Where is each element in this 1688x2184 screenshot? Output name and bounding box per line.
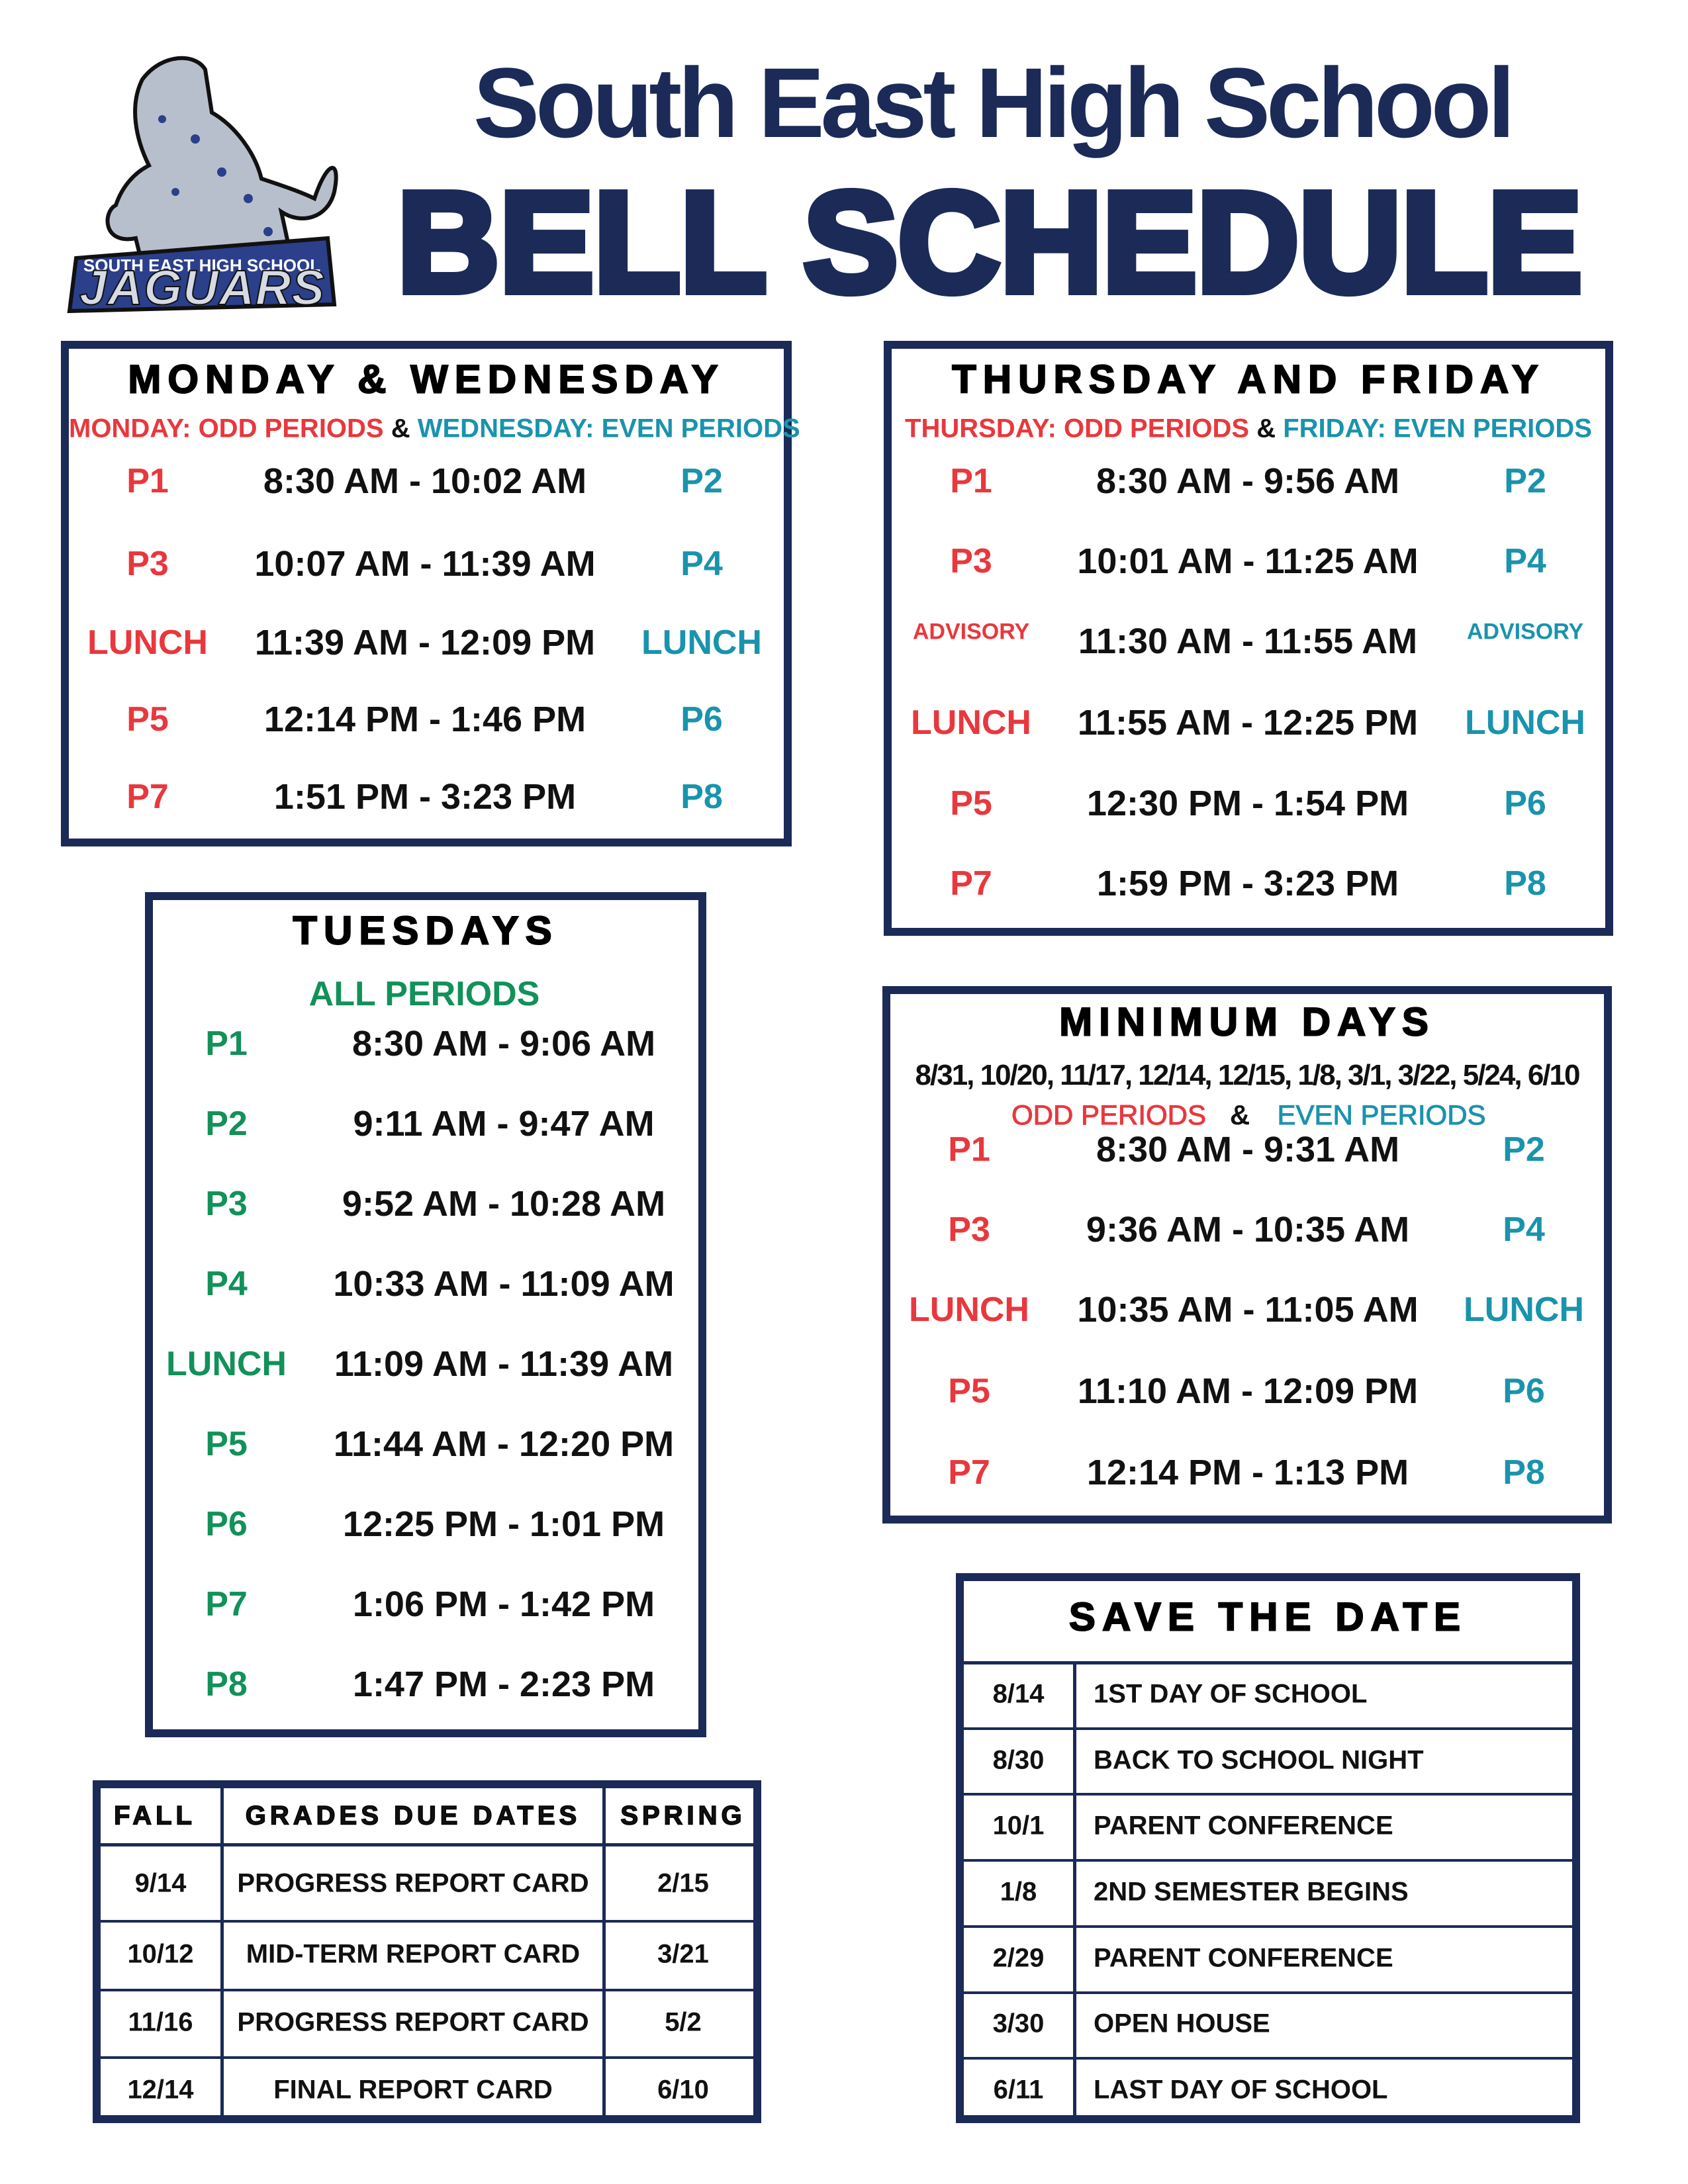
event-name: OPEN HOUSE (1094, 2009, 1270, 2038)
odd-period-label: P3 (126, 545, 169, 583)
time-range: 1:47 PM - 2:23 PM (352, 1664, 655, 1704)
even-period-label: LUNCH (641, 623, 762, 662)
svg-text:JAGUARS: JAGUARS (79, 260, 324, 315)
odd-period-label: P5 (950, 784, 992, 823)
even-period-label: P6 (1504, 784, 1546, 823)
section-title: SAVE THE DATE (1068, 1594, 1468, 1639)
time-range: 11:55 AM - 12:25 PM (1077, 703, 1419, 743)
minimum-days-schedule (882, 986, 1612, 1524)
svg-text:SOUTH EAST HIGH SCHOOL: SOUTH EAST HIGH SCHOOL (83, 255, 321, 275)
period-legend (892, 414, 1605, 444)
time-range: 1:06 PM - 1:42 PM (352, 1584, 655, 1624)
grade-item: MID-TERM REPORT CARD (246, 1939, 581, 1969)
event-date: 3/30 (992, 2009, 1045, 2038)
odd-period-label: P3 (950, 542, 992, 580)
period-label: P6 (205, 1505, 248, 1543)
event-date: 2/29 (992, 1943, 1045, 1973)
odd-period-label: P7 (950, 864, 992, 903)
time-range: 12:14 PM - 1:46 PM (263, 700, 586, 739)
even-label: WEDNESDAY: EVEN PERIODS (417, 414, 800, 443)
odd-period-label: LUNCH (87, 623, 208, 662)
time-range: 11:30 AM - 11:55 AM (1078, 621, 1418, 661)
all-periods-label: ALL PERIODS (308, 975, 540, 1013)
period-label: P7 (205, 1585, 248, 1623)
time-range: 8:30 AM - 9:06 AM (352, 1024, 656, 1064)
row-divider (964, 1793, 1572, 1796)
period-label: LUNCH (166, 1345, 287, 1383)
column-header: FALL (114, 1801, 196, 1831)
period-legend (69, 414, 800, 444)
time-range: 9:36 AM - 10:35 AM (1086, 1210, 1410, 1250)
even-period-label: P6 (1503, 1372, 1545, 1410)
column-header: GRADES DUE DATES (245, 1801, 581, 1831)
thursday-friday-schedule (884, 341, 1613, 936)
spring-date: 2/15 (657, 1868, 709, 1897)
time-range: 8:30 AM - 9:56 AM (1096, 461, 1400, 501)
period-label: P3 (205, 1185, 248, 1223)
odd-period-label: P1 (126, 462, 169, 500)
odd-period-label: LUNCH (911, 704, 1031, 742)
spring-date: 3/21 (657, 1939, 709, 1969)
odd-period-label: P5 (948, 1372, 990, 1410)
amp: & (391, 414, 410, 443)
row-divider (101, 1989, 753, 1991)
even-label: EVEN PERIODS (1277, 1099, 1486, 1130)
spring-date: 6/10 (657, 2075, 709, 2104)
grade-item: FINAL REPORT CARD (273, 2075, 553, 2104)
odd-period-label: P3 (948, 1210, 990, 1249)
odd-period-label: P1 (950, 462, 992, 500)
event-date: 8/30 (992, 1745, 1045, 1775)
period-label: P8 (205, 1665, 248, 1704)
time-range: 10:35 AM - 11:05 AM (1077, 1290, 1419, 1330)
odd-label: MONDAY: ODD PERIODS (69, 414, 384, 443)
odd-period-label: P5 (126, 700, 169, 739)
page-title (397, 179, 1589, 311)
amp: & (1256, 414, 1276, 443)
event-name: BACK TO SCHOOL NIGHT (1094, 1745, 1424, 1775)
row-divider (101, 2056, 753, 2059)
tuesday-schedule (145, 892, 706, 1737)
spring-date: 5/2 (665, 2007, 702, 2037)
time-range: 11:39 AM - 12:09 PM (254, 623, 596, 662)
grade-item: PROGRESS REPORT CARD (237, 2007, 589, 2037)
odd-label: ODD PERIODS (1011, 1099, 1207, 1130)
even-period-label: P8 (680, 778, 723, 816)
even-period-label: LUNCH (1465, 704, 1585, 742)
time-range: 11:44 AM - 12:20 PM (333, 1424, 675, 1464)
school-name: South East High School (473, 47, 1512, 158)
fall-date: 12/14 (127, 2075, 194, 2104)
time-range: 10:07 AM - 11:39 AM (254, 544, 596, 584)
time-range: 10:01 AM - 11:25 AM (1077, 541, 1419, 581)
school-logo (63, 40, 348, 318)
time-range: 9:52 AM - 10:28 AM (342, 1184, 666, 1224)
even-period-label: P2 (680, 462, 723, 500)
event-name: 2ND SEMESTER BEGINS (1094, 1877, 1409, 1907)
event-name: PARENT CONFERENCE (1094, 1943, 1393, 1973)
time-range: 1:59 PM - 3:23 PM (1096, 864, 1399, 903)
fall-date: 11/16 (128, 2007, 193, 2037)
even-period-label: P8 (1503, 1453, 1545, 1492)
odd-period-label: P7 (126, 778, 169, 816)
time-range: 12:30 PM - 1:54 PM (1086, 784, 1409, 823)
even-period-label: P4 (1503, 1210, 1545, 1249)
save-the-date-table (956, 1573, 1580, 2123)
time-range: 11:09 AM - 11:39 AM (334, 1344, 674, 1384)
minimum-dates: 8/31, 10/20, 11/17, 12/14, 12/15, 1/8, 3/1, 3/22, 5/24, 6/10 (915, 1059, 1579, 1091)
column-header: SPRING (620, 1801, 746, 1831)
even-period-label: LUNCH (1464, 1291, 1584, 1329)
time-range: 11:10 AM - 12:09 PM (1077, 1371, 1419, 1411)
event-name: PARENT CONFERENCE (1094, 1811, 1393, 1841)
table-divider (101, 1843, 753, 1846)
section-title: TUESDAYS (293, 908, 559, 953)
row-divider (964, 1727, 1572, 1730)
time-range: 9:11 AM - 9:47 AM (353, 1104, 655, 1144)
row-divider (964, 1859, 1572, 1862)
section-title: THURSDAY AND FRIDAY (952, 357, 1545, 402)
time-range: 10:33 AM - 11:09 AM (333, 1264, 675, 1304)
row-divider (964, 2057, 1572, 2060)
fall-date: 10/12 (127, 1939, 194, 1969)
even-period-label: P2 (1503, 1130, 1545, 1169)
even-period-label: P8 (1504, 864, 1546, 903)
svg-text:BELL SCHEDULE: BELL SCHEDULE (397, 179, 1582, 311)
period-label: P5 (205, 1425, 248, 1463)
odd-period-label: P7 (948, 1453, 990, 1492)
time-range: 12:25 PM - 1:01 PM (342, 1504, 665, 1544)
event-name: LAST DAY OF SCHOOL (1094, 2075, 1388, 2105)
even-period-label: P2 (1504, 462, 1546, 500)
monday-wednesday-schedule (61, 341, 800, 846)
event-date: 6/11 (993, 2075, 1044, 2105)
grade-item: PROGRESS REPORT CARD (237, 1868, 589, 1897)
amp: & (1229, 1099, 1250, 1130)
event-date: 1/8 (1000, 1877, 1037, 1907)
even-period-label: P4 (1504, 542, 1546, 580)
odd-label: THURSDAY: ODD PERIODS (905, 414, 1250, 443)
row-divider (964, 1925, 1572, 1928)
odd-period-label: P1 (948, 1130, 990, 1169)
grades-due-dates-table (93, 1780, 761, 2123)
even-period-label: ADVISORY (1466, 619, 1584, 645)
odd-period-label: ADVISORY (912, 619, 1030, 645)
event-date: 8/14 (992, 1679, 1045, 1709)
even-label: FRIDAY: EVEN PERIODS (1283, 414, 1592, 443)
time-range: 1:51 PM - 3:23 PM (273, 777, 577, 817)
section-title: MINIMUM DAYS (1059, 999, 1435, 1044)
period-label: P4 (205, 1265, 248, 1303)
odd-period-label: LUNCH (909, 1291, 1029, 1329)
even-period-label: P6 (680, 700, 723, 739)
even-period-label: P4 (680, 545, 723, 583)
event-name: 1ST DAY OF SCHOOL (1094, 1679, 1368, 1709)
time-range: 8:30 AM - 10:02 AM (263, 461, 587, 501)
section-title: MONDAY & WEDNESDAY (128, 357, 725, 402)
event-date: 10/1 (992, 1811, 1045, 1841)
period-label: P1 (205, 1024, 248, 1063)
row-divider (101, 1920, 753, 1923)
fall-date: 9/14 (134, 1868, 187, 1897)
period-label: P2 (205, 1105, 248, 1143)
time-range: 8:30 AM - 9:31 AM (1096, 1130, 1400, 1169)
time-range: 12:14 PM - 1:13 PM (1086, 1453, 1409, 1492)
row-divider (964, 1991, 1572, 1994)
table-divider (964, 1661, 1572, 1664)
